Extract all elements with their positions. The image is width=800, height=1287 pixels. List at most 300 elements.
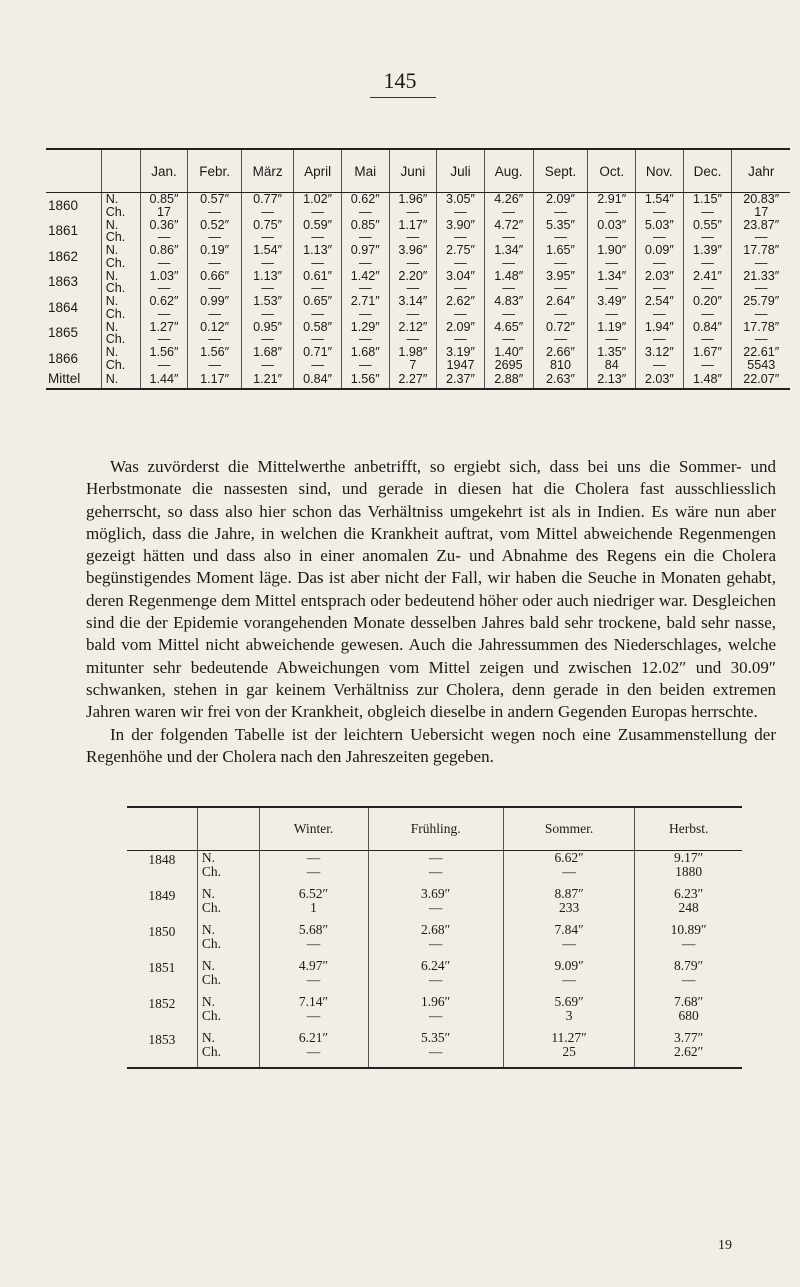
rainfall-value: — (428, 850, 443, 865)
column-header: Juni (389, 149, 437, 193)
column-header: März (241, 149, 293, 193)
cholera-value: — (754, 230, 768, 244)
rainfall-value: 22.61″ (743, 345, 780, 359)
rainfall-value: 5.68″ (298, 922, 329, 937)
cholera-value: — (502, 204, 515, 219)
cholera-value: 2695 (494, 357, 523, 372)
year-cell: 1863 (48, 274, 79, 289)
data-cell (635, 1031, 742, 1068)
column-header: Mai (341, 149, 389, 193)
rainfall-value: 3.90″ (445, 217, 475, 232)
year-cell: 1861 (48, 223, 79, 238)
table-row (46, 321, 790, 347)
cholera-value: — (261, 357, 274, 372)
rainfall-value: 1.27″ (149, 319, 179, 334)
cholera-value: 3 (565, 1008, 573, 1023)
cholera-value: — (653, 255, 666, 270)
cholera-value: — (406, 281, 420, 295)
cholera-value: — (306, 936, 321, 951)
cholera-value: 84 (604, 357, 619, 372)
year-cell: 1851 (148, 960, 176, 975)
data-cell (683, 270, 732, 296)
page-number: 145 (383, 68, 417, 93)
data-cell (732, 270, 790, 296)
cholera-value: — (554, 230, 567, 244)
table-row (46, 295, 790, 321)
rainfall-value: 1.03″ (149, 268, 179, 283)
rainfall-value: 0.58″ (303, 319, 333, 334)
column-header (197, 807, 259, 851)
rainfall-value: 0.65″ (303, 294, 333, 308)
column-header: Juli (437, 149, 485, 193)
data-cell (732, 346, 790, 372)
cholera-value: — (358, 357, 372, 372)
rainfall-value: 2.09″ (445, 319, 475, 334)
data-cell (140, 244, 188, 270)
cholera-value: — (208, 306, 221, 321)
mittel-value: 2.03″ (636, 372, 684, 389)
mittel-label: Mittel (46, 372, 101, 389)
rainfall-value: 5.03″ (644, 217, 674, 232)
data-cell (341, 244, 389, 270)
rainfall-value: 4.26″ (494, 192, 524, 206)
rainfall-value: 1.53″ (253, 294, 283, 308)
monthly-rainfall-table (46, 148, 790, 390)
rainfall-value: 0.19″ (200, 243, 230, 257)
data-cell (294, 193, 342, 219)
cholera-value: — (701, 332, 714, 346)
cholera-value: 5543 (747, 357, 776, 372)
data-cell (241, 295, 293, 321)
rainfall-value: 11.27″ (551, 1030, 587, 1045)
label-n: N. (105, 243, 119, 257)
rainfall-value: 3.05″ (445, 192, 475, 206)
rainfall-value: 1.29″ (350, 319, 380, 334)
column-header: Jahr (732, 149, 790, 193)
cholera-value: — (701, 230, 714, 244)
row-label-cell (101, 346, 140, 372)
data-cell (635, 851, 742, 888)
rainfall-value: 1.56″ (149, 345, 179, 359)
row-label-cell (101, 244, 140, 270)
data-cell (188, 193, 242, 219)
data-cell (140, 321, 188, 347)
rainfall-value: 0.62″ (350, 192, 380, 206)
data-cell (368, 995, 503, 1031)
rainfall-value: 23.87″ (743, 217, 780, 232)
label-ch: Ch. (105, 332, 126, 346)
rainfall-value: 4.65″ (494, 319, 524, 334)
data-cell (503, 959, 634, 995)
rainfall-value: 5.35″ (546, 217, 575, 232)
cholera-value: — (428, 936, 443, 951)
data-cell (368, 1031, 503, 1068)
cholera-value: — (554, 332, 567, 346)
data-cell (683, 346, 732, 372)
cholera-value: — (454, 230, 467, 244)
mittel-value: 22.07″ (732, 372, 790, 389)
data-cell (636, 270, 684, 296)
data-cell (484, 270, 533, 296)
rainfall-value: 5.69″ (554, 994, 584, 1009)
cholera-value: — (701, 281, 714, 295)
data-cell (389, 346, 437, 372)
cholera-value: — (208, 357, 221, 372)
rainfall-value: 0.71″ (303, 345, 333, 359)
rainfall-value: 10.89″ (670, 922, 707, 937)
label-ch: Ch. (105, 204, 126, 219)
rainfall-value: 4.83″ (494, 294, 524, 308)
column-header (127, 807, 197, 851)
rainfall-value: 0.95″ (253, 319, 283, 334)
year-cell: 1850 (148, 924, 176, 939)
cholera-value: — (605, 230, 619, 244)
table-row (46, 346, 790, 372)
data-cell (188, 346, 242, 372)
cholera-value: — (554, 204, 567, 219)
rainfall-value: 3.04″ (445, 268, 475, 283)
row-label-cell (197, 959, 259, 995)
cholera-value: 2.62″ (674, 1044, 704, 1059)
rainfall-value: 1.94″ (644, 319, 674, 334)
data-cell (188, 219, 242, 245)
data-cell (732, 219, 790, 245)
data-cell (484, 321, 533, 347)
rainfall-value: 1.90″ (597, 243, 627, 257)
data-cell (368, 959, 503, 995)
column-header: Dec. (683, 149, 732, 193)
cholera-value: 17 (754, 204, 769, 219)
year-cell: 1866 (48, 350, 79, 366)
data-cell (389, 270, 437, 296)
row-label-cell (101, 193, 140, 219)
rainfall-value: 0.36″ (149, 217, 179, 232)
cholera-value: — (157, 230, 171, 244)
rainfall-value: 2.75″ (445, 243, 475, 257)
rainfall-value: 0.85″ (149, 192, 179, 206)
column-header: Frühling. (368, 807, 503, 851)
cholera-value: 7 (409, 357, 417, 372)
data-cell (588, 270, 636, 296)
data-cell (533, 270, 588, 296)
cholera-value: — (502, 281, 515, 295)
data-cell (294, 270, 342, 296)
cholera-value: — (502, 332, 515, 346)
cholera-value: — (653, 204, 666, 219)
data-cell (437, 295, 485, 321)
data-cell (588, 193, 636, 219)
rainfall-value: 1.96″ (421, 994, 451, 1009)
body-text (86, 456, 776, 768)
table-row (127, 1031, 742, 1068)
rainfall-value: 1.15″ (693, 192, 723, 206)
table-row (127, 995, 742, 1031)
data-cell (503, 887, 634, 923)
cholera-value: — (208, 281, 221, 295)
column-header (46, 149, 101, 193)
column-header: Jan. (140, 149, 188, 193)
rainfall-value: 9.09″ (554, 958, 584, 973)
data-cell (636, 193, 684, 219)
rainfall-value: 3.69″ (421, 886, 451, 901)
rainfall-value: 1.48″ (494, 268, 524, 283)
label-ch: Ch. (105, 281, 126, 295)
label-n: N. (201, 994, 215, 1009)
cholera-value: — (681, 936, 696, 951)
cholera-value: — (311, 332, 324, 346)
data-cell (635, 887, 742, 923)
data-cell (503, 851, 634, 888)
data-cell (294, 219, 342, 245)
mittel-value: 1.48″ (683, 372, 732, 389)
cholera-value: — (605, 204, 619, 219)
rainfall-value: 1.96″ (398, 192, 428, 206)
rainfall-value: 1.39″ (693, 243, 723, 257)
row-label-cell (101, 295, 140, 321)
cholera-value: — (358, 332, 372, 346)
data-cell (188, 295, 242, 321)
column-header (101, 149, 140, 193)
rainfall-value: 1.98″ (398, 345, 428, 359)
rainfall-value: 1.67″ (693, 345, 723, 359)
data-cell (140, 346, 188, 372)
cholera-value: — (306, 1044, 321, 1059)
rainfall-value: 0.52″ (200, 217, 230, 232)
cholera-value: — (454, 281, 467, 295)
data-cell (533, 346, 588, 372)
label-n: N. (105, 268, 119, 283)
cholera-value: — (653, 332, 666, 346)
rainfall-value: 6.23″ (674, 886, 704, 901)
rainfall-value: 2.71″ (350, 294, 380, 308)
mittel-value: 1.56″ (341, 372, 389, 389)
cholera-value: — (653, 281, 666, 295)
cholera-value: — (157, 281, 171, 295)
cholera-value: — (562, 972, 576, 987)
cholera-value: — (157, 357, 171, 372)
cholera-value: — (754, 306, 768, 321)
rainfall-value: 7.14″ (298, 994, 329, 1009)
rainfall-value: 1.34″ (597, 268, 627, 283)
cholera-value: — (208, 204, 221, 219)
rainfall-value: 25.79″ (743, 294, 780, 308)
cholera-value: — (454, 204, 467, 219)
data-cell (683, 321, 732, 347)
rainfall-value: 20.83″ (743, 192, 780, 206)
cholera-value: — (754, 332, 768, 346)
mittel-n-label: N. (101, 372, 140, 389)
cholera-value: — (701, 204, 714, 219)
cholera-value: — (311, 281, 324, 295)
data-cell (140, 270, 188, 296)
rainfall-value: 0.55″ (693, 217, 723, 232)
cholera-value: — (157, 332, 171, 346)
data-cell (683, 295, 732, 321)
data-cell (503, 1031, 634, 1068)
data-cell (341, 193, 389, 219)
rainfall-value: 5.35″ (421, 1030, 451, 1045)
table-row (46, 193, 790, 219)
cholera-value: — (428, 1044, 443, 1059)
rainfall-value: 1.17″ (398, 217, 428, 232)
rainfall-value: 0.09″ (644, 243, 674, 257)
cholera-value: — (754, 281, 768, 295)
data-cell (259, 923, 368, 959)
cholera-value: — (157, 306, 171, 321)
table-row (46, 244, 790, 270)
table1-header-row (46, 149, 790, 193)
cholera-value: — (653, 357, 666, 372)
year-cell: 1860 (48, 197, 79, 213)
cholera-value: — (358, 230, 372, 244)
rainfall-value: 2.12″ (398, 319, 428, 334)
cholera-value: 680 (678, 1008, 699, 1023)
cholera-value: — (701, 306, 714, 321)
cholera-value: 1880 (675, 864, 703, 879)
rainfall-value: 1.13″ (303, 243, 333, 257)
data-cell (503, 995, 634, 1031)
rainfall-value: 1.68″ (253, 345, 283, 359)
data-cell (635, 923, 742, 959)
rainfall-value: 6.24″ (421, 958, 451, 973)
row-label-cell (197, 995, 259, 1031)
data-cell (588, 295, 636, 321)
data-cell (341, 321, 389, 347)
cholera-value: — (311, 306, 324, 321)
label-n: N. (201, 850, 215, 865)
cholera-value: — (502, 230, 515, 244)
row-label-cell (197, 851, 259, 888)
data-cell (437, 219, 485, 245)
table-row (46, 219, 790, 245)
data-cell (241, 219, 293, 245)
table-row (127, 923, 742, 959)
cholera-value: — (261, 230, 274, 244)
label-n: N. (105, 345, 119, 359)
rainfall-value: 1.65″ (546, 243, 575, 257)
year-cell: 1865 (48, 325, 79, 340)
data-cell (533, 219, 588, 245)
data-cell (389, 193, 437, 219)
label-n: N. (105, 319, 119, 334)
table-row (127, 959, 742, 995)
data-cell (241, 244, 293, 270)
label-n: N. (201, 1030, 215, 1045)
data-cell (732, 193, 790, 219)
rainfall-value: 2.64″ (546, 294, 575, 308)
column-header: Oct. (588, 149, 636, 193)
data-cell (588, 321, 636, 347)
data-cell (341, 219, 389, 245)
rainfall-value: 0.97″ (350, 243, 380, 257)
row-label-cell (197, 1031, 259, 1068)
data-cell (683, 193, 732, 219)
rainfall-value: 2.62″ (445, 294, 475, 308)
data-cell (294, 244, 342, 270)
rainfall-value: 1.35″ (597, 345, 627, 359)
cholera-value: — (562, 936, 576, 951)
rainfall-value: 3.96″ (398, 243, 428, 257)
data-cell (503, 923, 634, 959)
data-cell (484, 193, 533, 219)
data-cell (368, 887, 503, 923)
data-cell (732, 295, 790, 321)
data-cell (533, 321, 588, 347)
rainfall-value: 0.72″ (546, 319, 575, 334)
data-cell (588, 219, 636, 245)
rainfall-value: 3.77″ (674, 1030, 704, 1045)
label-ch: Ch. (201, 936, 221, 951)
table2-header-row (127, 807, 742, 851)
data-cell (241, 321, 293, 347)
cholera-value: — (681, 972, 696, 987)
rainfall-value: 1.40″ (494, 345, 524, 359)
data-cell (140, 219, 188, 245)
rainfall-value: 0.61″ (303, 268, 333, 283)
rainfall-value: 8.87″ (554, 886, 584, 901)
cholera-value: — (306, 864, 321, 879)
data-cell (588, 244, 636, 270)
data-cell (259, 887, 368, 923)
rainfall-value: 2.03″ (644, 268, 674, 283)
data-cell (636, 244, 684, 270)
data-cell (437, 346, 485, 372)
cholera-value: — (406, 332, 420, 346)
data-cell (259, 1031, 368, 1068)
data-cell (732, 244, 790, 270)
data-cell (484, 346, 533, 372)
cholera-value: 1 (310, 900, 317, 915)
cholera-value: — (653, 230, 666, 244)
rainfall-value: — (306, 850, 321, 865)
cholera-value: 1947 (446, 357, 475, 372)
label-ch: Ch. (105, 230, 126, 244)
cholera-value: 17 (157, 204, 172, 219)
rainfall-value: 7.84″ (554, 922, 584, 937)
cholera-value: — (701, 255, 714, 270)
rainfall-value: 0.59″ (303, 217, 333, 232)
rainfall-value: 6.62″ (554, 850, 584, 865)
data-cell (294, 346, 342, 372)
data-cell (484, 244, 533, 270)
cholera-value: — (358, 204, 372, 219)
data-cell (259, 995, 368, 1031)
rainfall-value: 4.97″ (298, 958, 329, 973)
cholera-value: — (605, 332, 619, 346)
row-label-cell (197, 923, 259, 959)
cholera-value: — (562, 864, 576, 879)
column-header: Febr. (188, 149, 242, 193)
mittel-value: 2.13″ (588, 372, 636, 389)
year-cell: 1853 (127, 1031, 197, 1068)
data-cell (437, 321, 485, 347)
table-row (127, 851, 742, 888)
header-rule (370, 97, 436, 98)
data-cell (294, 295, 342, 321)
cholera-value: — (406, 204, 420, 219)
rainfall-value: 8.79″ (674, 958, 704, 973)
column-header: Winter. (259, 807, 368, 851)
rainfall-value: 9.17″ (674, 850, 704, 865)
data-cell (241, 270, 293, 296)
table-row (127, 887, 742, 923)
rainfall-value: 2.91″ (597, 192, 627, 206)
label-ch: Ch. (201, 900, 221, 915)
rainfall-value: 0.20″ (693, 294, 723, 308)
data-cell (389, 244, 437, 270)
rainfall-value: 0.77″ (253, 192, 283, 206)
data-cell (188, 244, 242, 270)
